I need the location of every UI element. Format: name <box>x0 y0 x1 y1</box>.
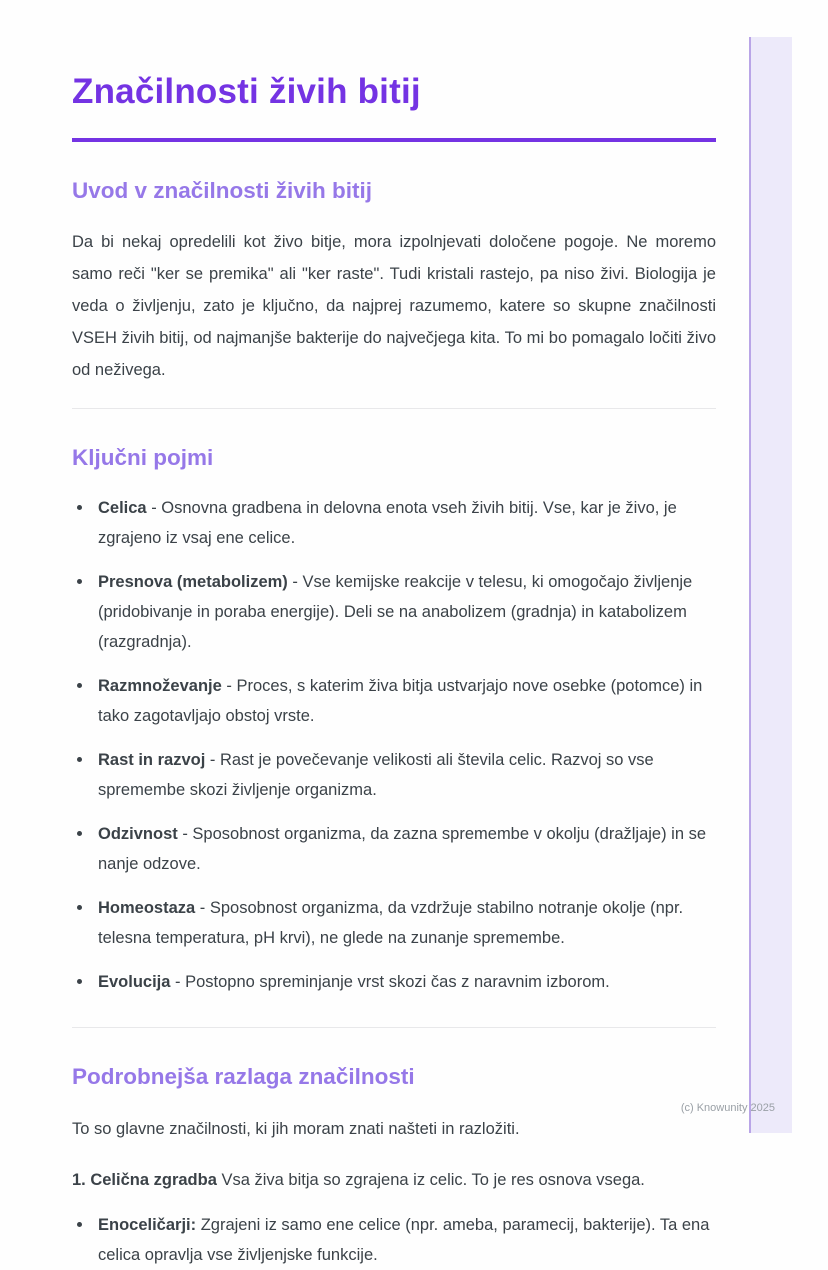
term-label: Rast in razvoj <box>98 751 206 769</box>
list-item <box>98 967 716 997</box>
list-item <box>98 493 716 553</box>
term-definition: - Postopno spreminjanje vrst skozi čas z naravnim izborom. <box>170 973 610 991</box>
term-definition: - Vse kemijske reakcije v telesu, ki omogočajo življenje (pridobivanje in poraba energije). Deli se na anabolizem (gradnja) in katabolizem (razgradnja). <box>98 573 693 651</box>
section-heading-intro: Uvod v značilnosti živih bitij <box>72 178 373 203</box>
section-key-terms <box>72 445 716 997</box>
term-definition: Zgrajeni iz samo ene celice (npr. ameba, paramecij, bakterije). Ta ena celica opravlja vse življenjske funkcije. <box>98 1216 710 1264</box>
numbered-item-text: Vsa živa bitja so zgrajena iz celic. To je res osnova vsega. <box>216 1171 645 1189</box>
intro-paragraph: Da bi nekaj opredelili kot živo bitje, mora izpolnjevati določene pogoje. Ne moremo samo reči "ker se premika" ali "ker raste". Tudi kristali rastejo, pa niso živi. Biologija je veda o življenju, zato je ključno, da najprej razumemo, katere so skupne značilnosti VSEH živih bitij, od najmanjše bakterije do največjega kita. To mi bo pomagalo ločiti živo od neživega. <box>72 233 716 379</box>
title-underline-rule <box>72 138 716 142</box>
term-label: Presnova (metabolizem) <box>98 573 288 591</box>
section-heading-details: Podrobnejša razlaga značilnosti <box>72 1064 415 1089</box>
term-label: Odzivnost <box>98 825 178 843</box>
section-details <box>72 1064 716 1270</box>
page-title: Značilnosti živih bitij <box>72 72 421 111</box>
term-definition: - Sposobnost organizma, da zazna spremembe v okolju (dražljaje) in se nanje odzove. <box>98 825 707 873</box>
list-item <box>98 1210 716 1270</box>
term-label: Enoceličarji: <box>98 1216 197 1234</box>
term-label: Homeostaza <box>98 899 196 917</box>
copyright-footer: (c) Knowunity 2025 <box>680 1102 775 1114</box>
numbered-item <box>72 1168 716 1192</box>
list-item <box>98 567 716 657</box>
section-divider <box>72 1027 716 1028</box>
term-label: Celica <box>98 499 147 517</box>
term-label: Razmnoževanje <box>98 677 222 695</box>
term-label: Evolucija <box>98 973 171 991</box>
section-heading-key-terms: Ključni pojmi <box>72 445 214 470</box>
list-item <box>98 745 716 805</box>
numbered-item-label: 1. Celična zgradba <box>72 1171 217 1189</box>
term-definition: - Proces, s katerim živa bitja ustvarjajo nove osebke (potomce) in tako zagotavljajo obstoj vrste. <box>98 677 703 725</box>
term-definition: - Sposobnost organizma, da vzdržuje stabilno notranje okolje (npr. telesna temperatura, pH krvi), ne glede na zunanje spremembe. <box>98 899 684 947</box>
details-list <box>72 1210 716 1270</box>
right-accent-bar <box>749 37 792 1133</box>
term-definition: - Osnovna gradbena in delovna enota vseh živih bitij. Vse, kar je živo, je zgrajeno iz vsaj ene celice. <box>98 499 677 547</box>
details-lead-paragraph: To so glavne značilnosti, ki jih moram znati našteti in razložiti. <box>72 1120 520 1138</box>
list-item <box>98 819 716 879</box>
key-terms-list <box>72 493 716 997</box>
term-definition: - Rast je povečevanje velikosti ali števila celic. Razvoj so vse spremembe skozi življenje organizma. <box>98 751 654 799</box>
document-content <box>72 0 716 1270</box>
list-item <box>98 893 716 953</box>
section-intro <box>72 178 716 386</box>
section-divider <box>72 408 716 409</box>
list-item <box>98 671 716 731</box>
